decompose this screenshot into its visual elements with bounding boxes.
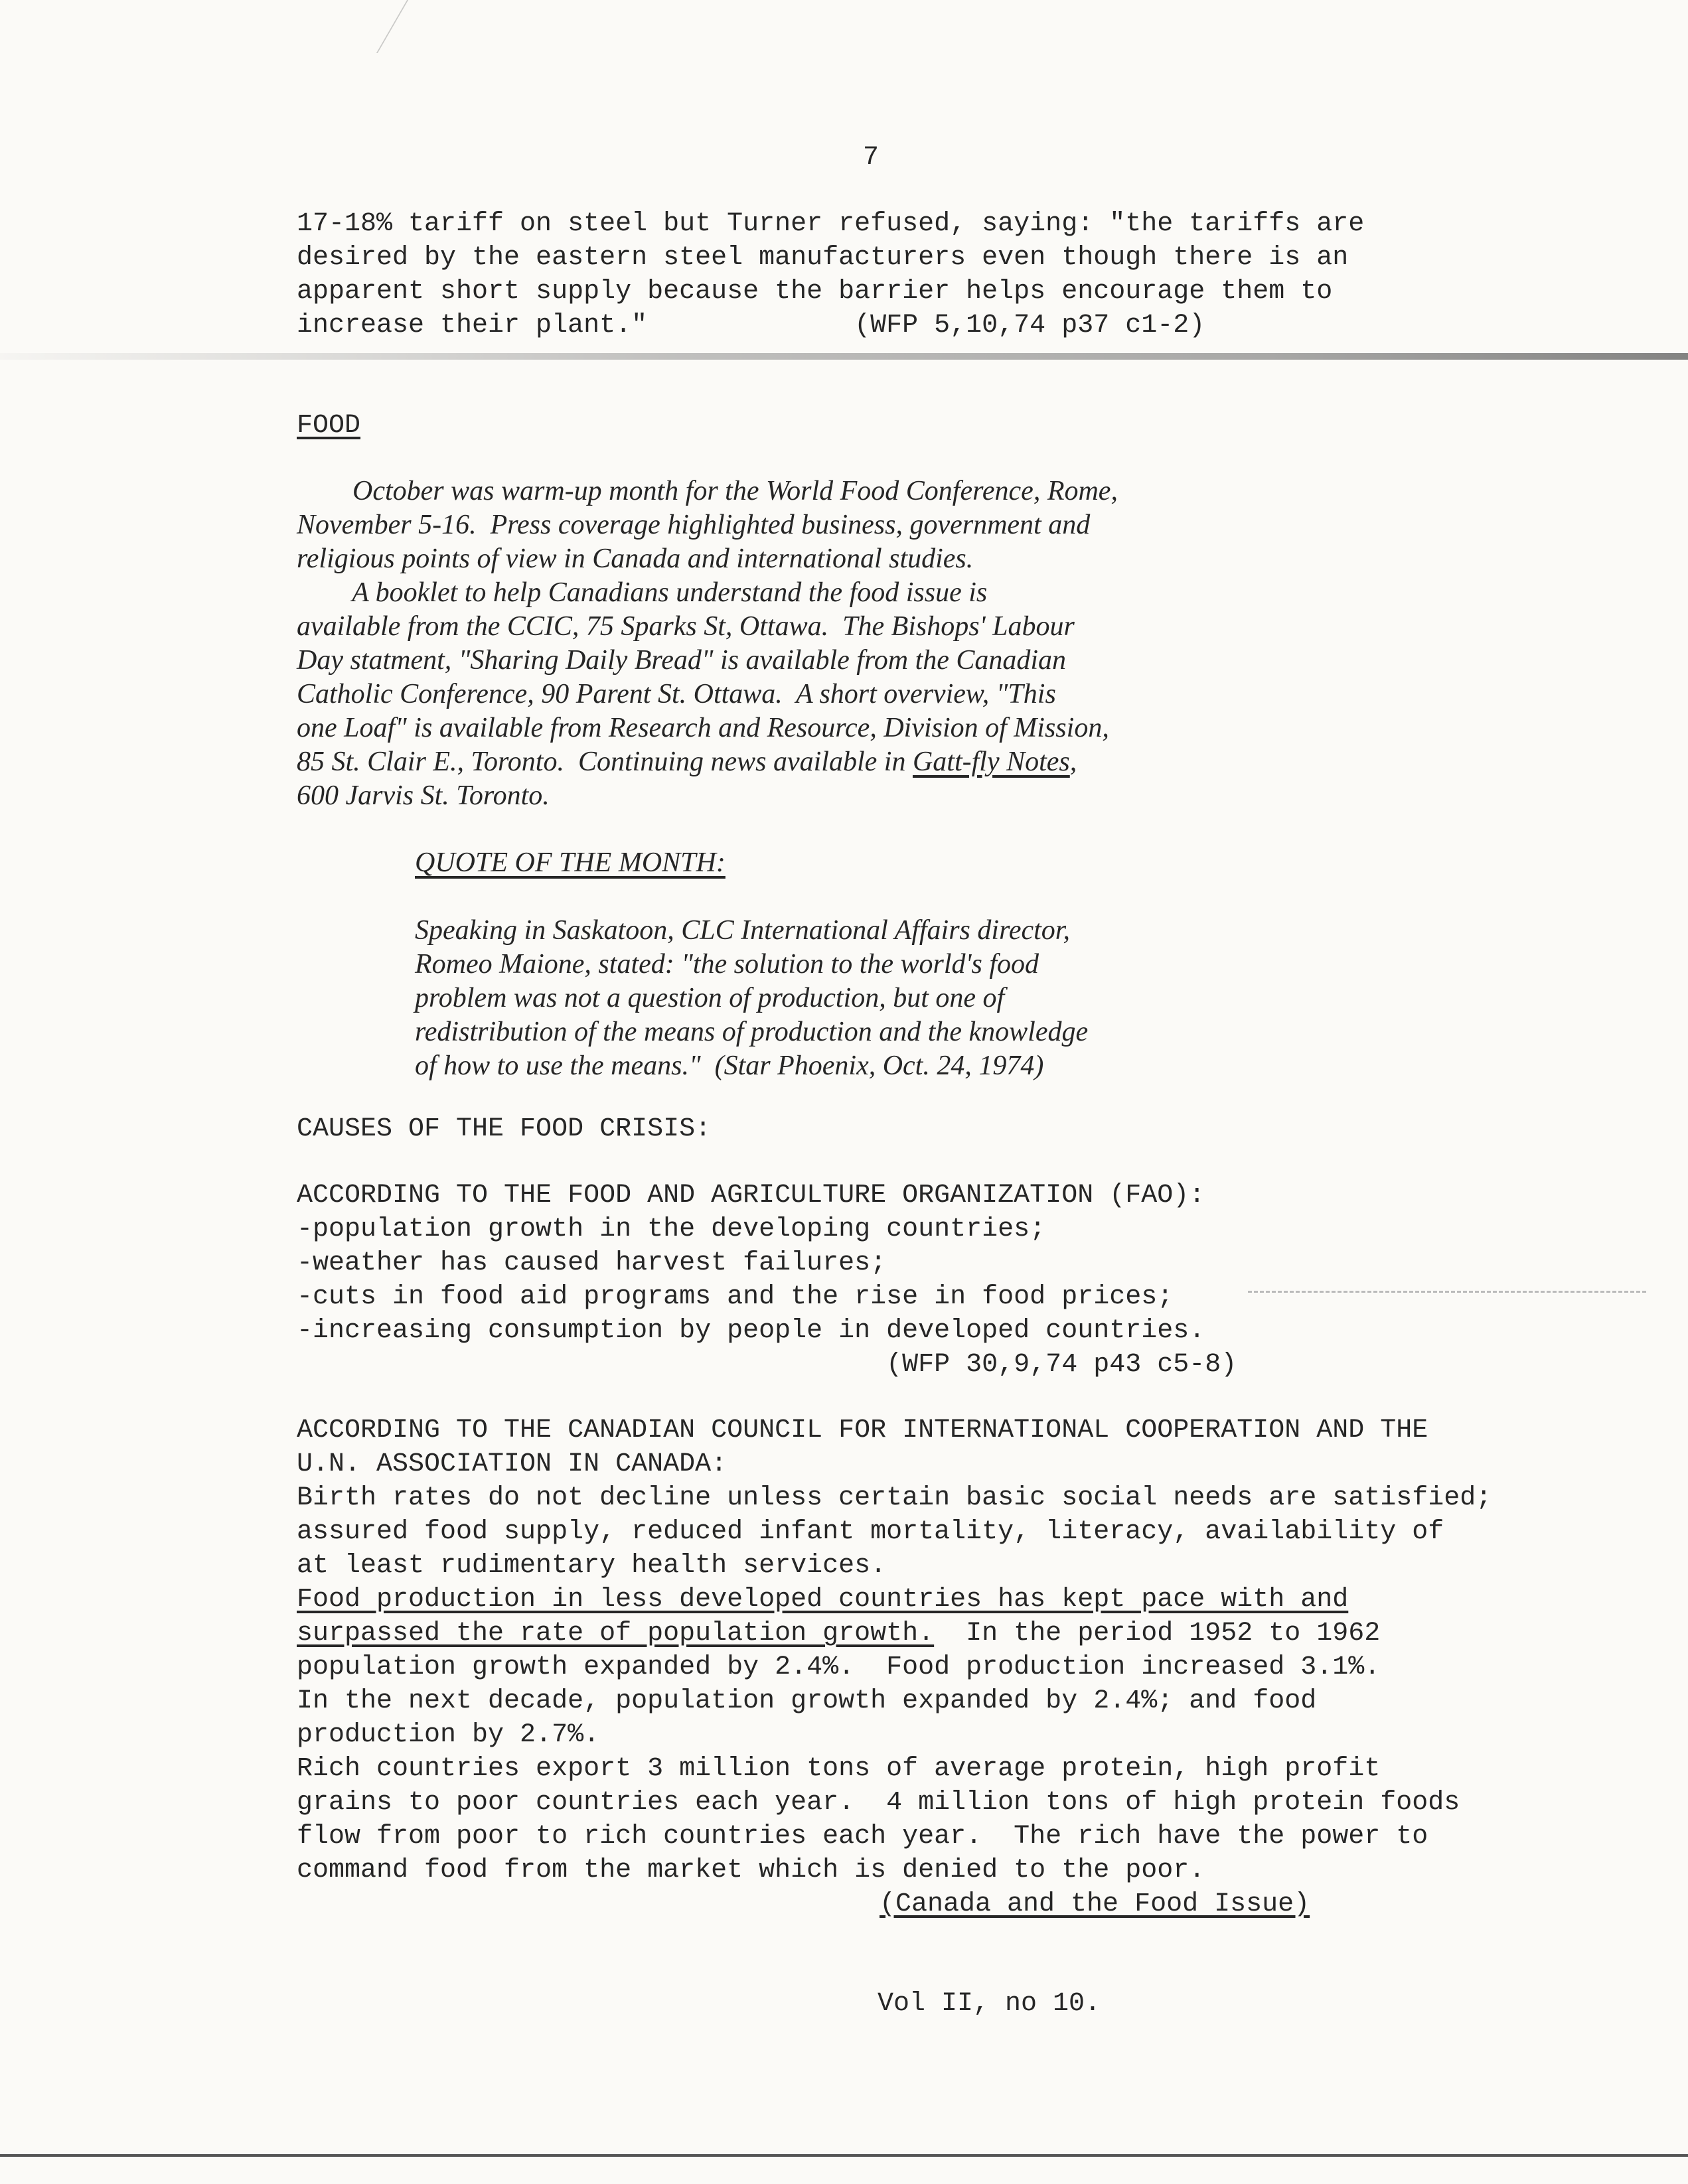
source-citation: (Canada and the Food Issue) — [880, 1889, 1310, 1919]
section-divider — [0, 353, 1688, 360]
fao-line: -weather has caused harvest failures; — [297, 1248, 887, 1278]
gatt-fly-suffix: , — [1069, 747, 1077, 777]
quote-line: redistribution of the means of production and the knowledge — [415, 1017, 1089, 1047]
stats-line: Rich countries export 3 million tons of average protein, high profit — [297, 1754, 1381, 1784]
stray-mark — [1248, 1291, 1646, 1293]
scan-mark — [376, 0, 461, 53]
food-paragraph-line: available from the CCIC, 75 Sparks St, Ottawa. The Bishops' Labour — [297, 611, 1075, 642]
quote-line: Speaking in Saskatoon, CLC International Affairs director, — [415, 915, 1070, 946]
ccic-line: Birth rates do not decline unless certain basic social needs are satisfied; — [297, 1483, 1492, 1513]
intro-line: 17-18% tariff on steel but Turner refused, saying: "the tariffs are — [297, 209, 1365, 239]
gatt-fly-notes-title: Gatt-fly Notes — [912, 747, 1070, 777]
stats-line: grains to poor countries each year. 4 million tons of high protein foods — [297, 1788, 1460, 1818]
food-paragraph-line: religious points of view in Canada and international studies. — [297, 544, 974, 574]
intro-line: increase their plant." (WFP 5,10,74 p37 c1-2) — [297, 311, 1205, 340]
page-number: 7 — [863, 143, 880, 173]
causes-heading: CAUSES OF THE FOOD CRISIS: — [297, 1114, 712, 1144]
underlined-line-with-tail — [297, 1621, 1380, 1647]
stats-line: population growth expanded by 2.4%. Food production increased 3.1%. — [297, 1652, 1381, 1682]
food-paragraph-line: 600 Jarvis St. Toronto. — [297, 780, 550, 811]
fao-line: -population growth in the developing countries; — [297, 1214, 1046, 1244]
ccic-line: ACCORDING TO THE CANADIAN COUNCIL FOR INTERNATIONAL COOPERATION AND THE — [297, 1416, 1428, 1445]
fao-line: ACCORDING TO THE FOOD AND AGRICULTURE ORGANIZATION (FAO): — [297, 1181, 1205, 1210]
period-text: In the period 1952 to 1962 — [934, 1619, 1381, 1648]
quote-line: problem was not a question of production, but one of — [415, 983, 1005, 1013]
underlined-line: Food production in less developed countries has kept pace with and — [297, 1585, 1349, 1615]
stats-line: production by 2.7%. — [297, 1720, 600, 1750]
fao-line: -cuts in food aid programs and the rise in food prices; — [297, 1282, 1174, 1312]
food-paragraph-line: October was warm-up month for the World Food Conference, Rome, — [297, 476, 1118, 506]
food-paragraph-line: Catholic Conference, 90 Parent St. Ottawa. A short overview, "This — [297, 679, 1056, 709]
quote-line: of how to use the means." (Star Phoenix, Oct. 24, 1974) — [415, 1051, 1044, 1081]
quote-line: Romeo Maione, stated: "the solution to the world's food — [415, 949, 1039, 980]
food-heading: FOOD — [297, 411, 361, 441]
ccic-line: assured food supply, reduced infant mortality, literacy, availability of — [297, 1517, 1444, 1547]
stats-line: In the next decade, population growth expanded by 2.4%; and food — [297, 1686, 1317, 1716]
continuing-news-text: 85 St. Clair E., Toronto. Continuing news available in — [297, 747, 913, 777]
fao-line: -increasing consumption by people in developed countries. — [297, 1316, 1205, 1346]
quote-heading: QUOTE OF THE MONTH: — [415, 847, 726, 878]
intro-line: apparent short supply because the barrier helps encourage them to — [297, 277, 1333, 307]
stats-line: flow from poor to rich countries each year. The rich have the power to — [297, 1822, 1428, 1852]
intro-line: desired by the eastern steel manufacturers even though there is an — [297, 243, 1349, 273]
underlined-text: surpassed the rate of population growth. — [297, 1619, 935, 1648]
bottom-rule — [0, 2154, 1688, 2157]
food-paragraph-line — [297, 749, 1077, 775]
food-paragraph-line: A booklet to help Canadians understand the food issue is — [297, 577, 988, 608]
stats-line: command food from the market which is denied to the poor. — [297, 1856, 1205, 1885]
food-paragraph-line: Day statment, "Sharing Daily Bread" is available from the Canadian — [297, 645, 1067, 676]
ccic-line: U.N. ASSOCIATION IN CANADA: — [297, 1449, 728, 1479]
food-paragraph-line: one Loaf" is available from Research and Resource, Division of Mission, — [297, 713, 1109, 743]
food-paragraph-line: November 5-16. Press coverage highlighted business, government and — [297, 510, 1091, 540]
ccic-line: at least rudimentary health services. — [297, 1551, 887, 1581]
volume-footer: Vol II, no 10. — [878, 1989, 1101, 2019]
fao-citation: (WFP 30,9,74 p43 c5-8) — [297, 1350, 1237, 1380]
